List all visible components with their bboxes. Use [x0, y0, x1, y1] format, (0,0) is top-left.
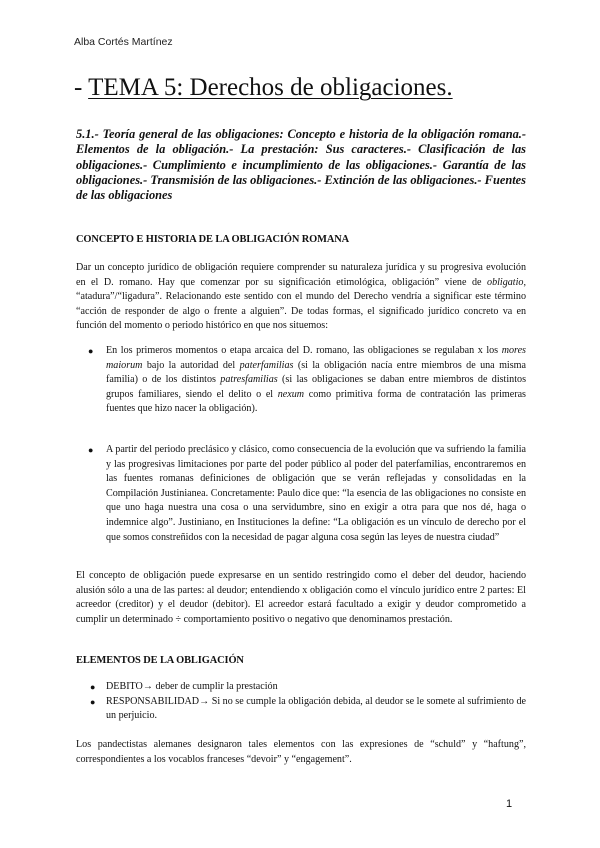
bullet-icon: ●: [90, 696, 96, 707]
bullet1-text-e: como primitiva forma de contratación las primeras fuentes que hizo nacer la obligación).: [106, 388, 526, 415]
list-item: [76, 443, 526, 545]
page-title: [74, 74, 453, 102]
header-author: Alba Cortés Martínez: [74, 36, 173, 48]
bullet1-text-a: En los primeros momentos o etapa arcaica del D. romano, las obligaciones se regulaban x los: [106, 345, 502, 356]
element-responsabilidad-text: RESPONSABILIDAD→ Si no se cumple la obligación debida, al deudor se le somete al sufrimiento de un perjuicio.: [106, 695, 526, 722]
bullet1-emphasis-3: patresfamilias: [220, 374, 278, 386]
bullet1-emphasis-4: nexum: [277, 388, 305, 400]
title-text: TEMA 5: Derechos de obligaciones.: [88, 74, 453, 101]
list-item: [76, 680, 526, 695]
bullet1-emphasis-1: mores maiorum: [106, 345, 526, 371]
bullet-icon: ●: [88, 445, 94, 455]
bullet2-text: A partir del periodo preclásico y clásico, como consecuencia de la evolución que va sufriendo la familia y las progresivas limitaciones por parte del poder público al poder del paterfamilias, encontraremos en las fuentes romanas definiciones de obligación que se verán reflejadas y consolidadas en la Compilación Justinianea. Concretamente: Paulo dice que: “la esencia de las obligaciones no consiste en que uno haga nuestra una cosa o una servidumbre, sino en exigir a otra para que nos dé, haga o indemnice algo”. Justiniano, en Instituciones la define: “La obligación es un vínculo de derecho por el que somos constreñidos con la necesidad de pagar alguna cosa según las leyes de nuestra ciudad”: [106, 444, 526, 543]
paragraph-definition: El concepto de obligación puede expresarse en un sentido restringido como el deber del deudor, haciendo alusión sólo a una de las partes: al deudor; entendiendo x obligación como el vínculo jurídico entre 2 partes: El acreedor (creditor) y el deudor (debitor). El acreedor estará facultado a exigir y deudor comprometido a cumplir un determinado ÷ comportamiento positivo o negativo que denominamos prestación.: [76, 570, 526, 625]
intro-emphasis: obligatio: [487, 276, 524, 288]
intro-text-a: Dar un concepto jurídico de obligación requiere comprender su naturaleza jurídica y su progresiva evolución en el D. romano. Hay que comenzar por su significación etimológica, obligación” viene de: [76, 262, 526, 288]
element-debito-text: DEBITO→ deber de cumplir la prestación: [106, 681, 278, 692]
bullet1-emphasis-2: paterfamilias: [239, 359, 294, 371]
page-number: 1: [506, 798, 513, 810]
intro-text-b: , “atadura”/“ligadura”. Relacionando este sentido con el mundo del Derecho vendría a significar este término “acción de responder de algo o frente a alguien”. De todas formas, el significado jurídico concreto va en función del momento o periodo histórico en que nos situemos:: [76, 276, 526, 332]
bullet-list-classical: [76, 443, 526, 545]
bullet1-text-b: bajo la autoridad del: [142, 359, 240, 371]
paragraph-pandectistas: Los pandectistas alemanes designaron tales elementos con las expresiones de “schuld” y “haftung”, correspondientes a los vocablos franceses “devoir” y “engagement”.: [76, 739, 526, 765]
topic-subtitle: 5.1.- Teoría general de las obligaciones: Concepto e historia de la obligación romana.- Elementos de la obligación.- La prestación: Sus caracteres.- Clasificación de las obligaciones.- Cumplimiento e incumplimiento de las obligaciones.- Garantía de las obligaciones.- Transmisión de las obligaciones.- Extinción de las obligaciones.- Fuentes de las obligaciones: [76, 127, 526, 203]
bullet-list-elements: [76, 680, 526, 724]
bullet-icon: ●: [88, 346, 94, 356]
list-item: [76, 344, 526, 417]
section-heading-elementos: ELEMENTOS DE LA OBLIGACIÓN: [76, 655, 244, 666]
section-heading-concepto: CONCEPTO E HISTORIA DE LA OBLIGACIÓN ROMANA: [76, 234, 350, 245]
bullet-list-history: [76, 344, 526, 417]
bullet-icon: ●: [90, 682, 96, 692]
paragraph-intro: [76, 261, 526, 334]
list-item: [76, 695, 526, 724]
title-prefix: -: [74, 74, 89, 101]
bullet1-text-c: (si la obligación nacía entre miembros de una misma familia) o de los distintos: [106, 359, 526, 386]
bullet1-text-d: (si las obligaciones se daban entre miembros de distintos grupos familiares, siendo el delito o el: [106, 374, 526, 400]
